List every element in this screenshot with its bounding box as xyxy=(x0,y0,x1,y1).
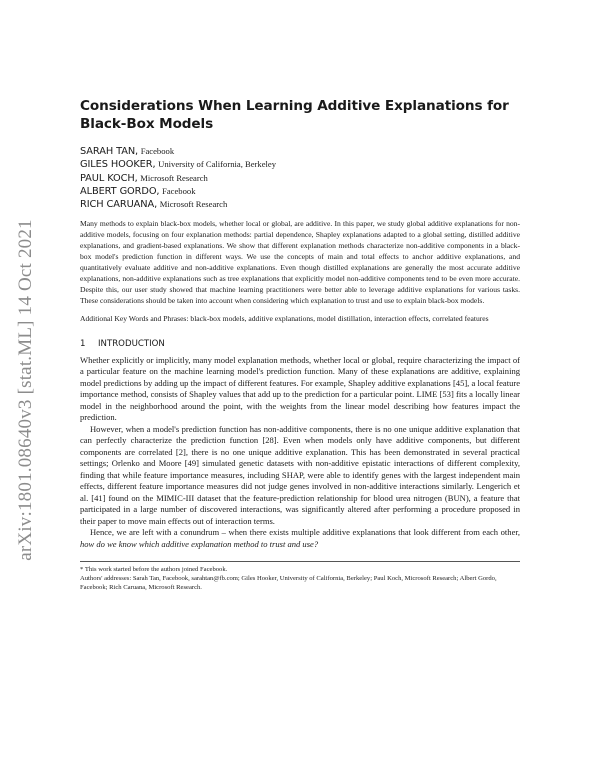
paper-title: Considerations When Learning Additive Explanations for Black-Box Models xyxy=(80,98,509,132)
abstract: Many methods to explain black-box models, whether local or global, are additive. In this paper, we study global additive explanations for non-additive models, focusing on four explanation methods: partial dependence, Shapley explanations adapted to a global setting, distilled additive explanations, and gradient-based explanations. We show that different explanation methods characterize non-additive components in a black-box model's prediction function in different ways. We use the concepts of main and total effects to anchor additive explanations, and quantitatively evaluate additive and non-additive explanations. Even though distilled explanations are generally the most accurate additive explanations, non-additive explanations such as tree explanations that explicitly model non-additive components tend to be even more accurate. Despite this, our user study showed that machine learning practitioners were better able to leverage additive explanations for various tasks. These considerations should be taken into account when considering which explanation to trust and use to explain black-box models. xyxy=(80,219,520,305)
keywords: Additional Key Words and Phrases: black-box models, additive explanations, model distillation, interaction effects, correlated features xyxy=(80,313,489,323)
author-entry xyxy=(80,185,520,198)
footnote-divider xyxy=(80,561,520,562)
author-affiliation: Microsoft Research xyxy=(140,172,208,183)
author-entry xyxy=(80,198,520,211)
author-affiliation: University of California, Berkeley xyxy=(158,159,277,170)
author-affiliation: Facebook xyxy=(162,185,196,196)
author-entry xyxy=(80,172,520,185)
author-name: SARAH TAN, xyxy=(80,146,139,157)
author-affiliation: Facebook xyxy=(140,146,175,156)
section-heading xyxy=(80,339,520,350)
section-body xyxy=(80,355,520,551)
author-list xyxy=(80,145,520,211)
author-affiliation: Microsoft Research xyxy=(159,199,228,210)
author-entry xyxy=(80,158,520,171)
author-name: PAUL KOCH, xyxy=(80,172,138,184)
body-paragraph: However, when a model's prediction function has non-additive components, there is no one unique additive explanation that can perfectly characterize the prediction function [28]. Even when models only have additive components, but different components are correlated [2], there is no one unique additive explanation. This has been demonstrated in several practical settings; Orlenko and Moore [49] simulated genetic datasets with non-additive epistatic interactions of different complexity, finding that while feature importance measures, including SHAP, were able to identify genes with the largest independent main effects, different feature importance measures did not judge genes involved in non-additive interactions similarly. Lengerich et al. [41] found on the MIMIC-III dataset that the feature-prediction relationship for blood urea nitrogen (BUN), a feature that participated in a large number of discovered interactions, was significantly altered after performing a procedure proposed in their paper to move main effects out of interaction terms. xyxy=(80,423,520,526)
arxiv-identifier: arXiv:1801.08640v3 [stat.ML] 14 Oct 2021 xyxy=(15,219,36,561)
body-paragraph: Whether explicitly or implicitly, many model explanation methods, whether local or global, require characterizing the impact of a particular feature on the machine learning model's prediction function. Many of these explanations are additive, explaining model predictions by adding up the impact of different features. For example, Shapley additive explanations [45], a local feature importance method, consists of Shapley values that add up to the prediction for a particular point. LIME [53] fits a locally linear model in the neighborhood around the point, with the weights from the linear model describing how features impact the prediction. xyxy=(80,354,520,423)
paper-page xyxy=(80,97,520,592)
author-addresses-footnote: Authors' addresses: Sarah Tan, Facebook, sarahtan@fb.com; Giles Hooker, University of California, Berkeley; Paul Koch, Microsoft Research; Albert Gordo, Facebook; Rich Caruana, Microsoft Research. xyxy=(80,575,497,592)
author-name: RICH CARUANA, xyxy=(80,199,158,211)
paragraph-emphasis: how do we know which additive explanation method to trust and use? xyxy=(80,538,319,549)
arxiv-stamp xyxy=(12,200,40,580)
author-entry xyxy=(80,145,520,158)
section-title: INTRODUCTION xyxy=(98,338,165,349)
body-paragraph xyxy=(80,527,520,550)
paragraph-text: Hence, we are left with a conundrum – when there exists multiple additive explanations that look different from each other, xyxy=(90,527,520,538)
section-number: 1 xyxy=(80,338,86,349)
author-name: ALBERT GORDO, xyxy=(80,185,160,197)
footnote: * This work started before the authors joined Facebook. xyxy=(80,566,228,574)
author-name: GILES HOOKER, xyxy=(80,159,156,171)
